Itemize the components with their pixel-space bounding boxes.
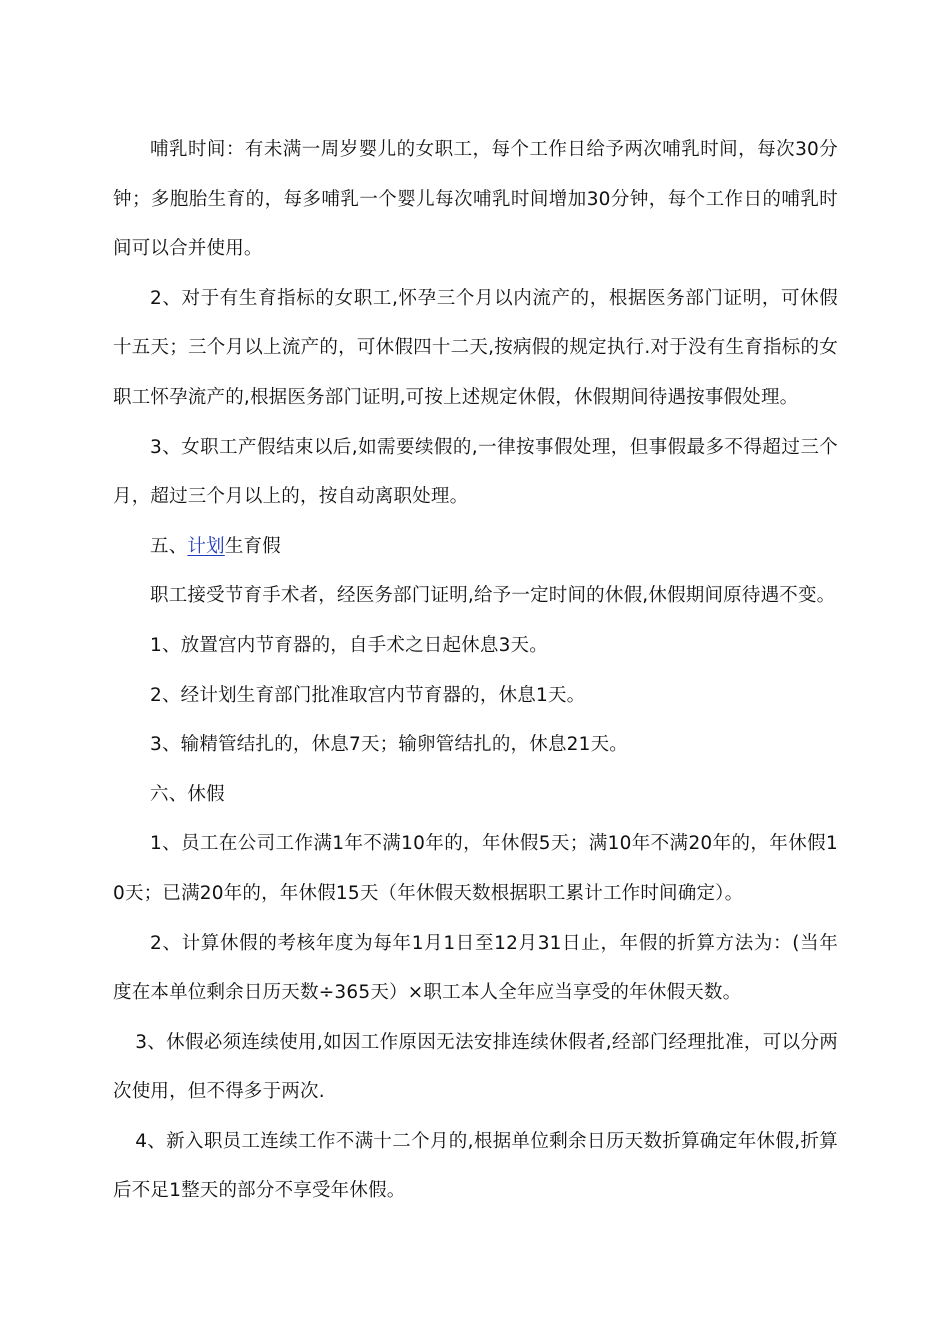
list-item-new-employee-leave: 4、新入职员工连续工作不满十二个月的,根据单位剩余日历天数折算确定年休假,折算后不足1整天的部分不享受年休假。 [113, 1130, 838, 1202]
document-body [113, 125, 838, 1216]
section-heading-family-planning [113, 522, 838, 572]
list-item-leave-calculation: 2、计算休假的考核年度为每年1月1日至12月31日止，年假的折算方法为：(当年度在本单位剩余日历天数÷365天）×职工本人全年应当享受的年休假天数。 [113, 932, 838, 1004]
paragraph-leave-extension: 3、女职工产假结束以后,如需要续假的,一律按事假处理，但事假最多不得超过三个月，超过三个月以上的，按自动离职处理。 [113, 436, 838, 508]
paragraph-sterilization-intro: 职工接受节育手术者，经医务部门证明,给予一定时间的休假,休假期间原待遇不变。 [150, 585, 836, 607]
list-item-iud-insertion: 1、放置宫内节育器的，自手术之日起休息3天。 [150, 634, 548, 656]
section-number: 五、 [150, 535, 188, 557]
link-family-planning[interactable]: 计划 [187, 535, 225, 557]
paragraph-miscarriage-leave: 2、对于有生育指标的女职工,怀孕三个月以内流产的，根据医务部门证明，可休假十五天；三个月以上流产的，可休假四十二天,按病假的规定执行.对于没有生育指标的女职工怀孕流产的,根据医务部门证明,可按上述规定休假，休假期间待遇按事假处理。 [113, 287, 838, 408]
section-heading-vacation: 六、休假 [150, 783, 225, 805]
section-heading-suffix: 生育假 [224, 535, 281, 557]
list-item-ligation: 3、输精管结扎的，休息7天；输卵管结扎的，休息21天。 [150, 734, 628, 756]
list-item-iud-removal: 2、经计划生育部门批准取宫内节育器的，休息1天。 [150, 684, 586, 706]
list-item-annual-leave-days: 1、员工在公司工作满1年不满10年的，年休假5天；满10年不满20年的，年休假10天；已满20年的，年休假15天（年休假天数根据职工累计工作时间确定）。 [113, 833, 838, 904]
list-item-continuous-leave: 3、休假必须连续使用,如因工作原因无法安排连续休假者,经部门经理批准，可以分两次使用，但不得多于两次. [113, 1031, 838, 1103]
paragraph-nursing-time: 哺乳时间：有未满一周岁婴儿的女职工，每个工作日给予两次哺乳时间，每次30分钟；多胞胎生育的，每多哺乳一个婴儿每次哺乳时间增加30分钟，每个工作日的哺乳时间可以合并使用。 [113, 139, 839, 260]
